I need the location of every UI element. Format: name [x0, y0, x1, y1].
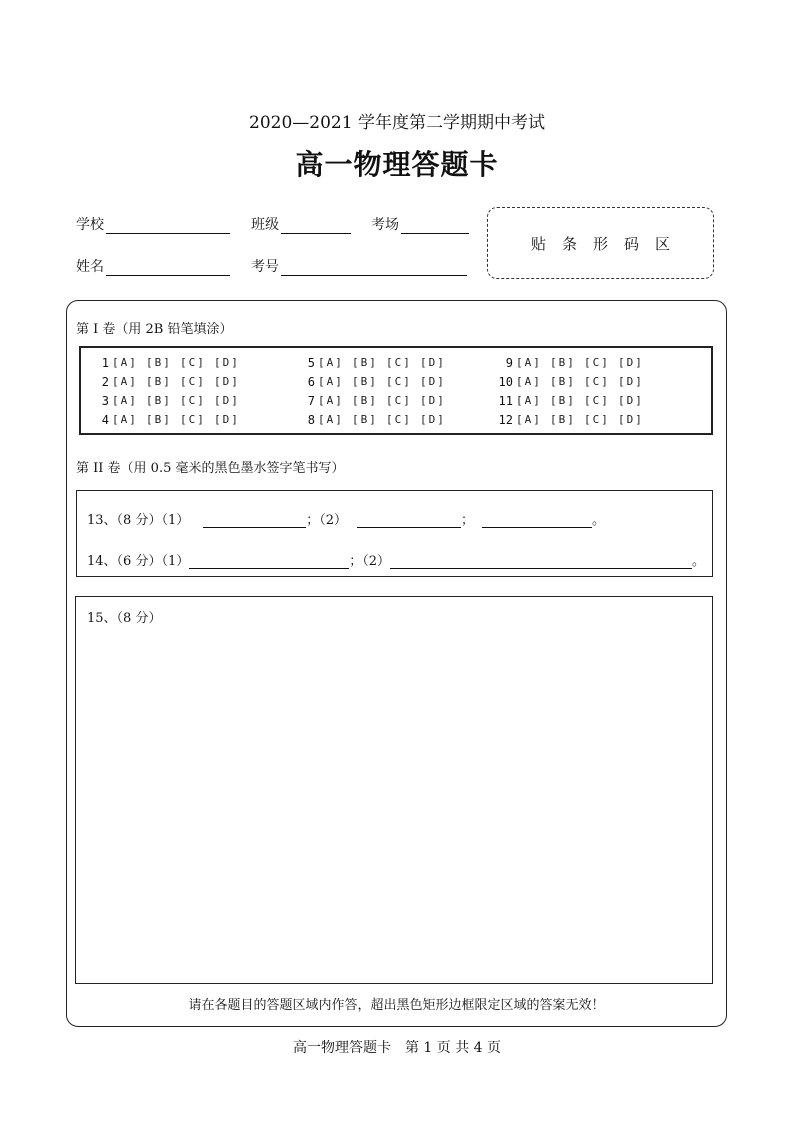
question-15-answer-area[interactable] — [75, 596, 713, 984]
mc-bubble-6-d[interactable]: [D] — [420, 375, 446, 388]
mc-question-11 — [491, 391, 652, 410]
mc-question-number: 11 — [498, 393, 513, 408]
mc-bubble-2-d[interactable]: [D] — [214, 375, 240, 388]
multiple-choice-box — [79, 346, 713, 435]
name-label: 姓名 — [76, 259, 104, 275]
mc-bubble-12-b[interactable]: [B] — [550, 413, 576, 426]
mc-question-1 — [87, 353, 248, 372]
mc-question-4 — [87, 410, 248, 429]
mc-bubble-6-b[interactable]: [B] — [352, 375, 378, 388]
mc-bubble-2-a[interactable]: [A] — [112, 375, 138, 388]
school-field[interactable] — [76, 214, 230, 234]
mc-bubble-3-a[interactable]: [A] — [112, 394, 138, 407]
mc-question-6 — [293, 372, 454, 391]
mc-question-5 — [293, 353, 454, 372]
q13-separator-1: ；（2） — [306, 513, 347, 528]
mc-bubble-5-c[interactable]: [C] — [386, 356, 412, 369]
mc-bubble-9-d[interactable]: [D] — [618, 356, 644, 369]
mc-question-number: 8 — [307, 412, 315, 427]
q13-answer-1[interactable] — [203, 513, 306, 528]
mc-bubble-1-b[interactable]: [B] — [146, 356, 172, 369]
mc-question-number: 6 — [307, 374, 315, 389]
mc-bubble-11-c[interactable]: [C] — [584, 394, 610, 407]
mc-question-2 — [87, 372, 248, 391]
mc-bubble-10-c[interactable]: [C] — [584, 375, 610, 388]
mc-bubble-5-d[interactable]: [D] — [420, 356, 446, 369]
section1-title: 第 I 卷（用 2B 铅笔填涂） — [76, 322, 233, 337]
mc-bubble-8-c[interactable]: [C] — [386, 413, 412, 426]
answer-area-notice: 请在各题目的答题区域内作答，超出黑色矩形边框限定区域的答案无效！ — [188, 998, 605, 1013]
fill-in-box — [76, 490, 713, 577]
mc-question-number: 12 — [498, 412, 513, 427]
mc-bubble-7-a[interactable]: [A] — [318, 394, 344, 407]
mc-bubble-12-a[interactable]: [A] — [516, 413, 542, 426]
school-label: 学校 — [76, 217, 104, 233]
room-field[interactable] — [371, 214, 469, 234]
mc-question-number: 4 — [101, 412, 109, 427]
barcode-sticker-area — [487, 207, 714, 279]
exam-number-field[interactable] — [251, 256, 467, 276]
room-label: 考场 — [371, 217, 399, 233]
class-label: 班级 — [251, 217, 279, 233]
mc-bubble-8-a[interactable]: [A] — [318, 413, 344, 426]
mc-bubble-3-c[interactable]: [C] — [180, 394, 206, 407]
mc-bubble-1-a[interactable]: [A] — [112, 356, 138, 369]
mc-question-number: 10 — [498, 374, 513, 389]
school-blank[interactable] — [106, 217, 230, 234]
mc-bubble-8-d[interactable]: [D] — [420, 413, 446, 426]
mc-bubble-6-a[interactable]: [A] — [318, 375, 344, 388]
mc-bubble-2-b[interactable]: [B] — [146, 375, 172, 388]
mc-bubble-4-c[interactable]: [C] — [180, 413, 206, 426]
mc-bubble-5-b[interactable]: [B] — [352, 356, 378, 369]
mc-bubble-4-a[interactable]: [A] — [112, 413, 138, 426]
mc-question-number: 5 — [307, 355, 315, 370]
mc-bubble-4-d[interactable]: [D] — [214, 413, 240, 426]
question-15 — [87, 607, 161, 626]
mc-question-number: 3 — [101, 393, 109, 408]
q13-label: 13、（8 分）（1） — [87, 513, 190, 528]
exam-number-label: 考号 — [251, 259, 279, 275]
q13-end: 。 — [592, 513, 606, 528]
mc-bubble-3-d[interactable]: [D] — [214, 394, 240, 407]
question-14 — [87, 550, 705, 569]
question-13 — [87, 509, 605, 528]
mc-bubble-11-a[interactable]: [A] — [516, 394, 542, 407]
q13-answer-2[interactable] — [357, 513, 461, 528]
q14-answer-1[interactable] — [189, 554, 349, 569]
room-blank[interactable] — [401, 217, 469, 234]
mc-bubble-7-c[interactable]: [C] — [386, 394, 412, 407]
q14-end: 。 — [692, 554, 706, 569]
exam-title-line: 2020—2021 学年度第二学期期中考试 — [249, 113, 545, 133]
q13-separator-2: ； — [461, 513, 475, 528]
mc-bubble-11-b[interactable]: [B] — [550, 394, 576, 407]
mc-bubble-8-b[interactable]: [B] — [352, 413, 378, 426]
mc-question-12 — [491, 410, 652, 429]
barcode-label: 贴条形码区 — [530, 234, 686, 253]
exam-number-blank[interactable] — [281, 259, 467, 276]
answer-sheet-title: 高一物理答题卡 — [295, 148, 499, 181]
mc-question-number: 1 — [101, 355, 109, 370]
mc-question-number: 2 — [101, 374, 109, 389]
mc-bubble-7-d[interactable]: [D] — [420, 394, 446, 407]
name-blank[interactable] — [106, 259, 230, 276]
q14-answer-2[interactable] — [390, 554, 692, 569]
mc-bubble-2-c[interactable]: [C] — [180, 375, 206, 388]
page-footer: 高一物理答题卡 第 1 页 共 4 页 — [292, 1040, 502, 1056]
mc-bubble-6-c[interactable]: [C] — [386, 375, 412, 388]
mc-bubble-1-c[interactable]: [C] — [180, 356, 206, 369]
mc-bubble-3-b[interactable]: [B] — [146, 394, 172, 407]
mc-bubble-11-d[interactable]: [D] — [618, 394, 644, 407]
mc-bubble-7-b[interactable]: [B] — [352, 394, 378, 407]
class-blank[interactable] — [281, 217, 351, 234]
mc-bubble-9-b[interactable]: [B] — [550, 356, 576, 369]
mc-question-7 — [293, 391, 454, 410]
mc-bubble-9-a[interactable]: [A] — [516, 356, 542, 369]
q14-separator-1: ；（2） — [349, 554, 390, 569]
mc-bubble-4-b[interactable]: [B] — [146, 413, 172, 426]
mc-question-3 — [87, 391, 248, 410]
mc-bubble-10-a[interactable]: [A] — [516, 375, 542, 388]
mc-question-9 — [491, 353, 652, 372]
mc-bubble-12-c[interactable]: [C] — [584, 413, 610, 426]
mc-bubble-5-a[interactable]: [A] — [318, 356, 344, 369]
name-field[interactable] — [76, 256, 230, 276]
mc-question-10 — [491, 372, 652, 391]
q14-label: 14、（6 分）（1） — [87, 554, 190, 569]
mc-bubble-10-b[interactable]: [B] — [550, 375, 576, 388]
mc-question-number: 9 — [505, 355, 513, 370]
mc-bubble-12-d[interactable]: [D] — [618, 413, 644, 426]
q13-answer-3[interactable] — [482, 513, 592, 528]
mc-bubble-1-d[interactable]: [D] — [214, 356, 240, 369]
q15-label: 15、（8 分） — [87, 611, 162, 626]
mc-bubble-9-c[interactable]: [C] — [584, 356, 610, 369]
mc-question-8 — [293, 410, 454, 429]
section2-title: 第 II 卷（用 0.5 毫米的黑色墨水签字笔书写） — [76, 461, 345, 476]
class-field[interactable] — [251, 214, 351, 234]
mc-bubble-10-d[interactable]: [D] — [618, 375, 644, 388]
mc-question-number: 7 — [307, 393, 315, 408]
